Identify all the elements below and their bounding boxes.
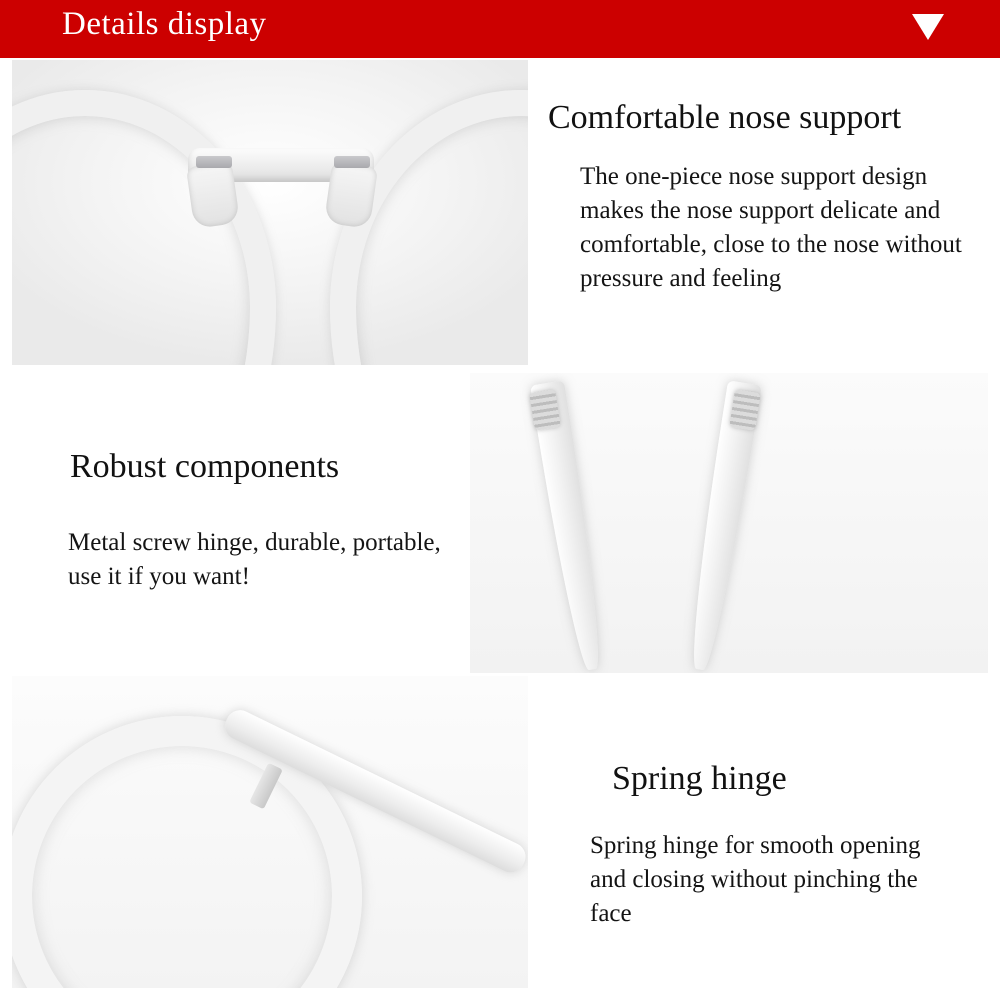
lens-rim-left	[12, 90, 276, 365]
screw-hinge-right	[729, 389, 761, 431]
bridge-metal-strip-right	[334, 156, 370, 168]
page-title: Details display	[62, 6, 267, 42]
lens-rim-right	[330, 90, 528, 365]
bridge-metal-strip-left	[196, 156, 232, 168]
section-body-spring-hinge: Spring hinge for smooth opening and closing without pinching the face	[590, 832, 921, 927]
nose-pad-left	[186, 161, 240, 229]
chevron-down-icon	[912, 14, 944, 40]
product-image-spring-hinge	[12, 676, 528, 988]
product-image-nose-support	[12, 60, 528, 365]
section-heading-nose-support: Comfortable nose support	[548, 99, 902, 136]
section-heading-spring-hinge: Spring hinge	[612, 760, 787, 797]
section-body-nose-support: The one-piece nose support design makes the nose support delicate and comfortable, close to the nose without pressure and feeling	[580, 163, 962, 292]
details-display-header	[0, 0, 1000, 58]
section-heading-robust-components: Robust components	[70, 448, 340, 485]
section-body-robust-components: Metal screw hinge, durable, portable, use it if you want!	[68, 529, 441, 590]
product-image-temple-tips	[470, 373, 988, 673]
